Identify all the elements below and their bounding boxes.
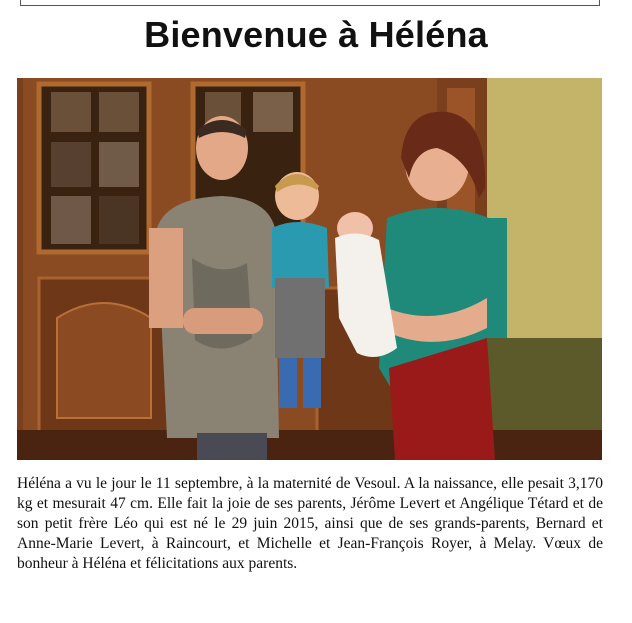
family-photo — [17, 78, 602, 460]
article-caption: Héléna a vu le jour le 11 septembre, à la maternité de Vesoul. A la naissance, elle pesait 3,170 kg et mesurait 47 cm. Elle fait la joie de ses parents, Jérôme Levert et Angélique Tétard et de son petit frère Léo qui est né le 29 juin 2015, ainsi que de ses grands-parents, Bernard et Anne-Marie Levert, à Raincourt, et Michelle et Jean-François Royer, à Melay. Vœux de bonheur à Héléna et félicitations aux parents. — [17, 475, 603, 572]
article-headline: Bienvenue à Héléna — [144, 14, 488, 55]
top-rule — [20, 0, 600, 6]
